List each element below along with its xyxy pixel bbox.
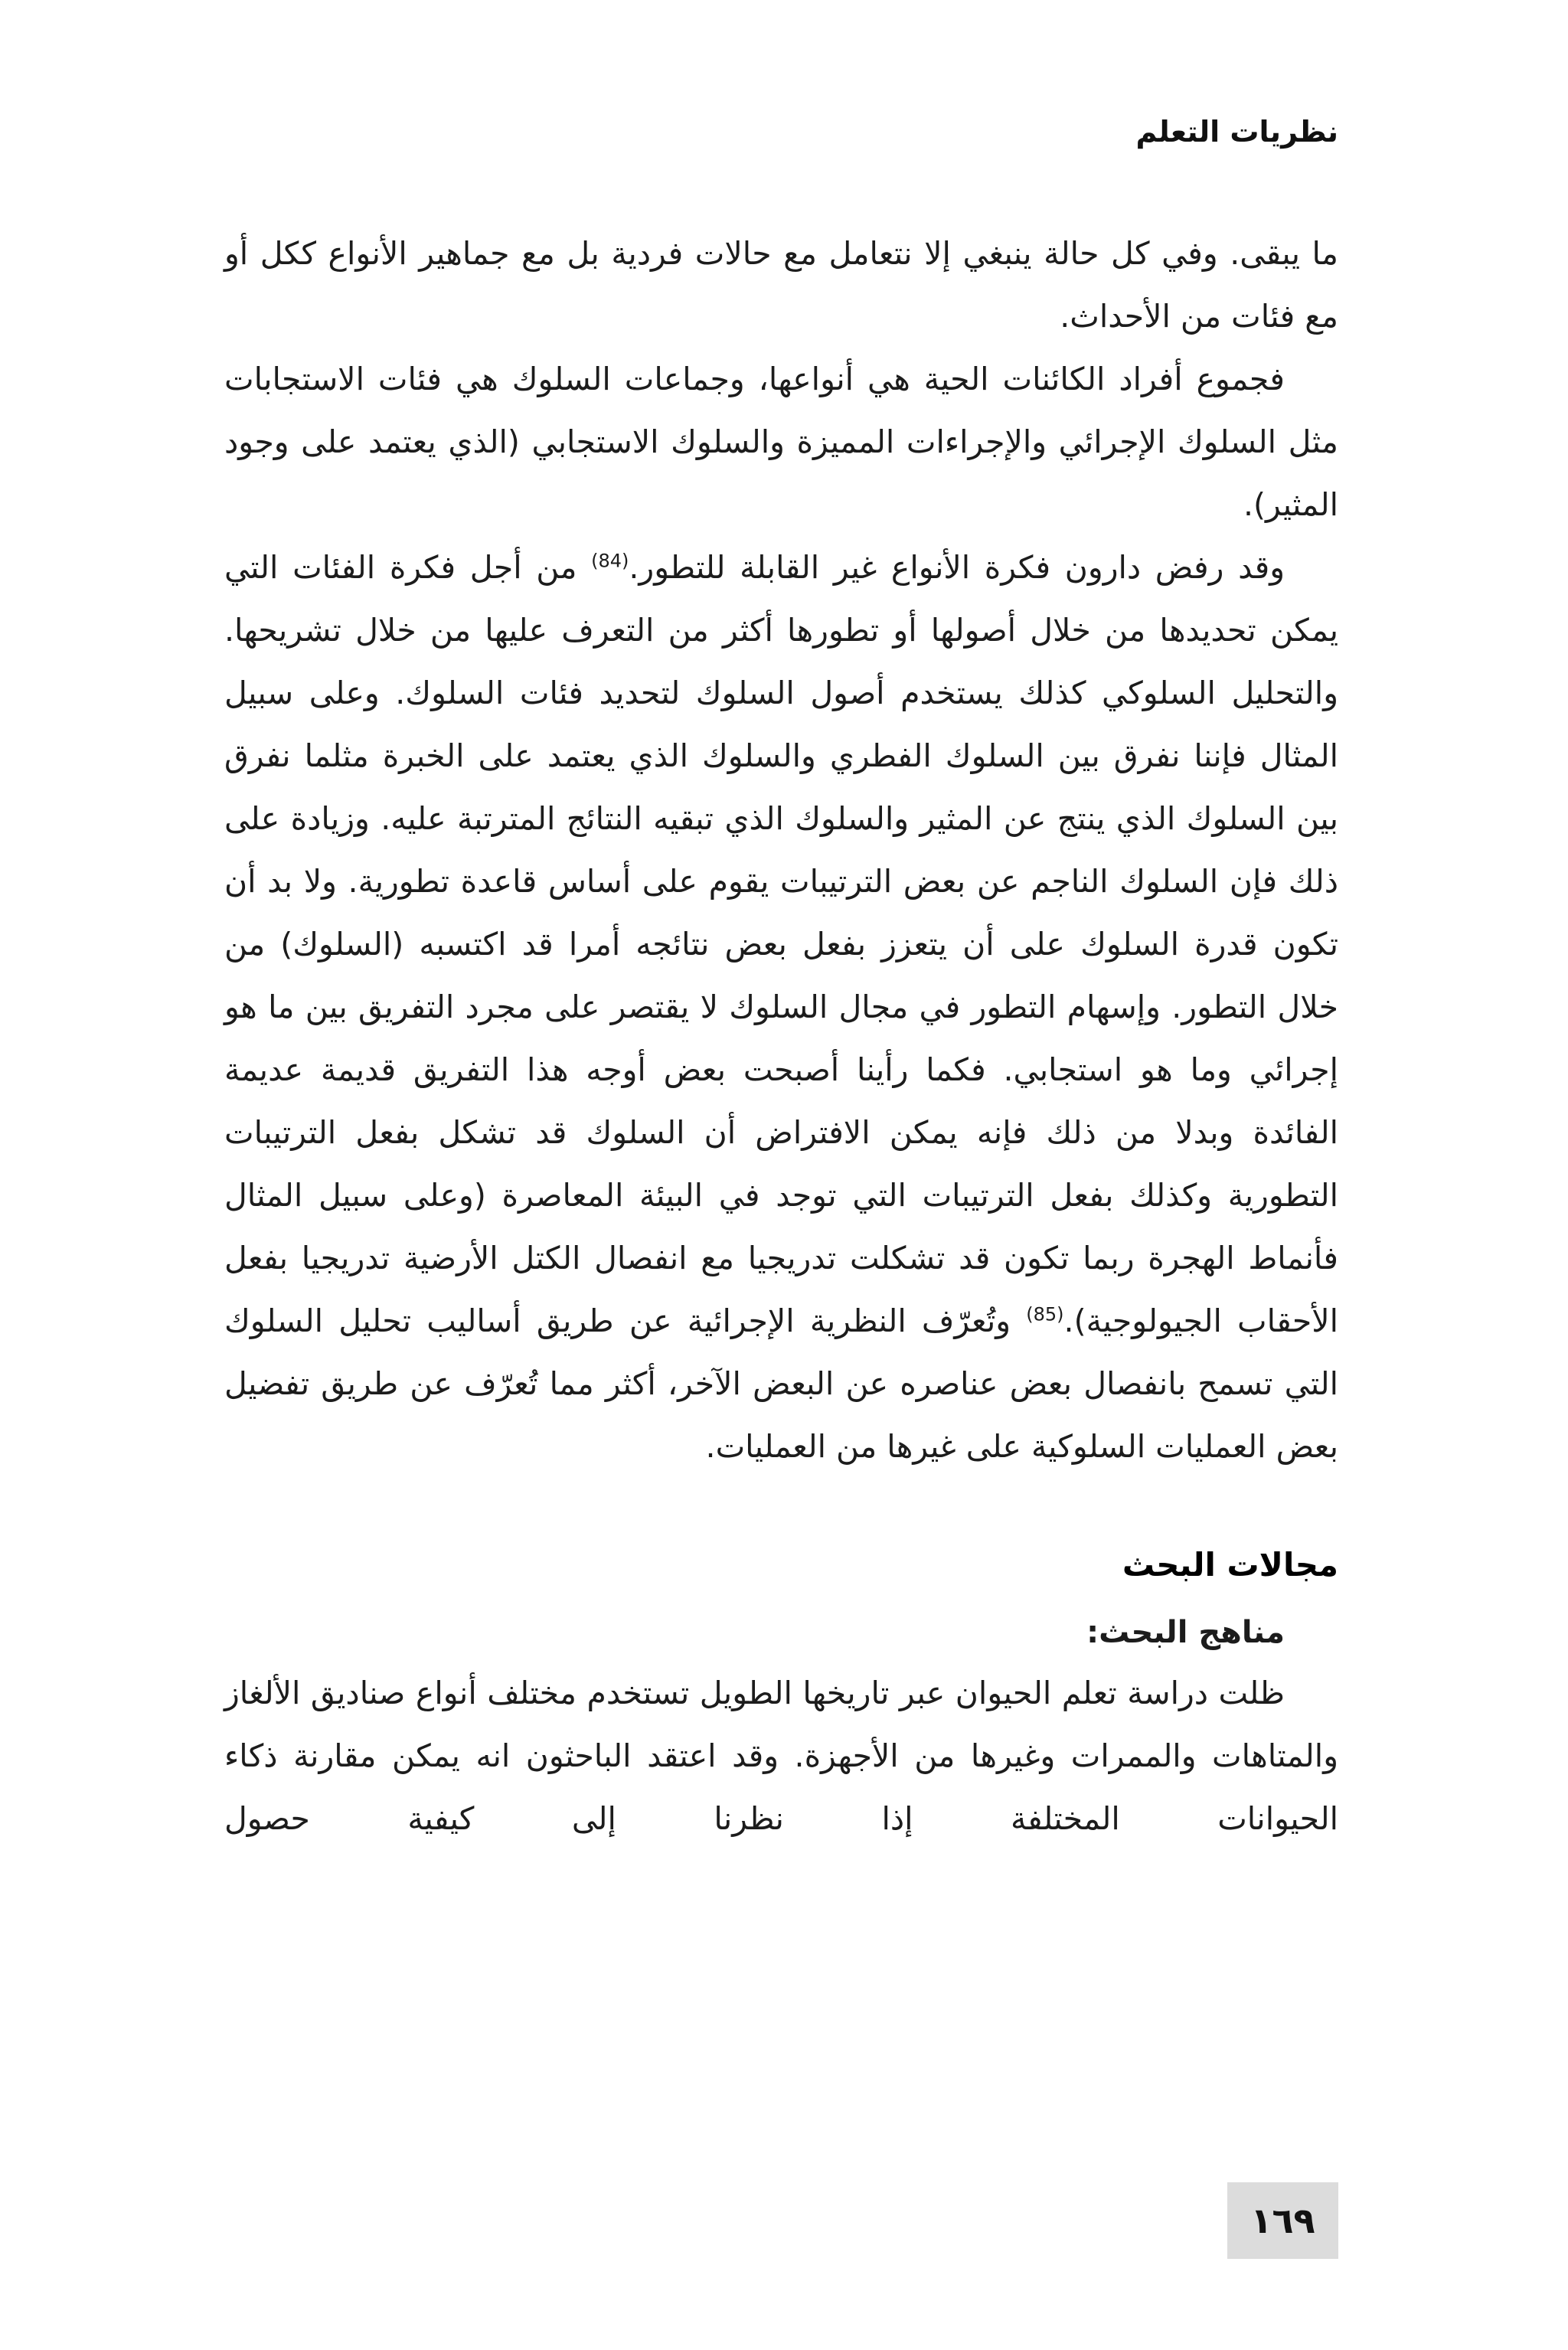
footnote-reference-84: (84) [591, 550, 629, 572]
paragraph-darwin-text-end: وتُعرّف النظرية الإجرائية عن طريق أساليب تحليل السلوك التي تسمح بانفصال بعض عناصره عن البعض الآخر، أكثر مما تُعرّف عن طريق تفضيل بعض العمليات السلوكية على غيرها من العمليات. [224, 1302, 1338, 1465]
paragraph-continuation: ما يبقى. وفي كل حالة ينبغي إلا نتعامل مع حالات فردية بل مع جماهير الأنواع ككل أو مع فئات من الأحداث. [224, 235, 1338, 335]
page-body [224, 222, 1338, 1850]
running-header-title: نظريات التعلم [1135, 115, 1338, 149]
footnote-reference-85: (85) [1026, 1303, 1064, 1325]
page-number-box [1227, 2182, 1338, 2259]
paragraph-research-methods: ظلت دراسة تعلم الحيوان عبر تاريخها الطويل تستخدم مختلف أنواع صناديق الألغاز والمتاهات والممرات وغيرها من الأجهزة. وقد اعتقد الباحثون انه يمكن مقارنة ذكاء الحيوانات المختلفة إذا نظرنا إلى كيفية حصول [224, 1675, 1338, 1837]
paragraph-species-groups: فجموع أفراد الكائنات الحية هي أنواعها، وجماعات السلوك هي فئات الاستجابات مثل السلوك الإجرائي والإجراءات المميزة والسلوك الاستجابي (الذي يعتمد على وجود المثير). [224, 361, 1338, 523]
paragraph-darwin-text-middle: من أجل فكرة الفئات التي يمكن تحديدها من خلال أصولها أو تطورها أكثر من التعرف عليها من خلال تشريحها. والتحليل السلوكي كذلك يستخدم أصول السلوك لتحديد فئات السلوك. وعلى سبيل المثال فإننا نفرق بين السلوك الفطري والسلوك الذي يعتمد على الخبرة مثلما نفرق بين السلوك الذي ينتج عن المثير والسلوك الذي تبقيه النتائج المترتبة عليه. وزيادة على ذلك فإن السلوك الناجم عن بعض الترتيبات يقوم على أساس قاعدة تطورية. ولا بد أن تكون قدرة السلوك على أن يتعزز بفعل بعض نتائجه أمرا قد اكتسبه (السلوك) من خلال التطور. وإسهام التطور في مجال السلوك لا يقتصر على مجرد التفريق بين ما هو إجرائي وما هو استجابي. فكما رأينا أصبحت بعض أوجه هذا التفريق قديمة عديمة الفائدة وبدلا من ذلك فإنه يمكن الافتراض أن السلوك قد تشكل بفعل الترتيبات التطورية وكذلك بفعل الترتيبات التي توجد في البيئة المعاصرة (وعلى سبيل المثال فأنماط الهجرة ربما تكون قد تشكلت تدريجيا مع انفصال الكتل الأرضية تدريجيا بفعل الأحقاب الجيولوجية). [224, 549, 1338, 1339]
paragraph-darwin-text-start: وقد رفض دارون فكرة الأنواع غير القابلة للتطور. [629, 549, 1285, 586]
section-heading: مجالات البحث [1122, 1546, 1338, 1584]
subsection-heading: مناهج البحث: [1086, 1615, 1285, 1650]
paragraph-darwin [224, 536, 1338, 1478]
page-number: ١٦٩ [1250, 2200, 1315, 2241]
